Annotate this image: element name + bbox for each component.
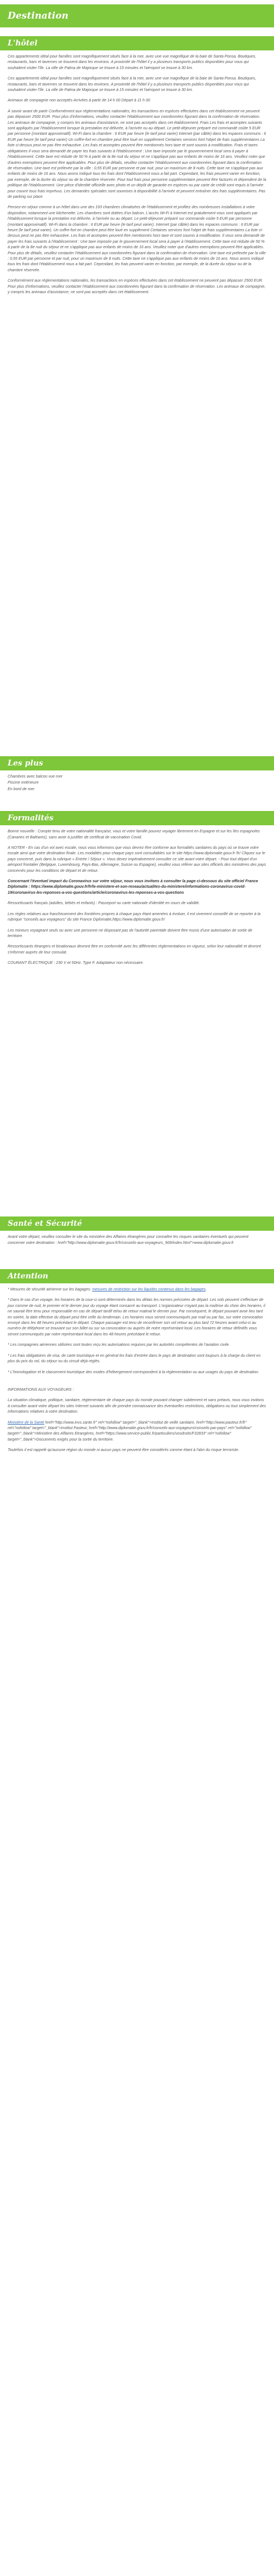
attention-paragraph: * Les compagnies aériennes utilisées sont toutes reçu les autorisations requises par les autorités compétentes de l'aviation civile.: [8, 1343, 230, 1347]
electric-current-info: COURANT ÉLECTRIQUE : 230 V et 50Hz. Type F. Adaptateur non nécessaire.: [8, 961, 144, 966]
section-header-formalites: [0, 811, 274, 825]
section-title-hotel: L'hôtel: [8, 39, 38, 48]
list-item: En bord de mer: [8, 786, 35, 791]
sante-text: [0, 1231, 274, 1253]
section-header-hotel: [0, 36, 274, 50]
hotel-paragraph: Pensez-en séjour comme à un hôtel dans une des 193 chambres climatisées de l'établissement et profitez des nombreuses installations à votre disposition, notamment une kitchenette. Les chambres sont dotées d'un balcon. L'accès Wi-Fi à Internet est gratuitement vous sont appliqués par l'établissement lorsque la prestation est délivrée, à l'arrivée ou au départ. Le petit-déjeuner préparé sur commande coûte 5 EUR par personne (montant approximatif). Wi-Fi dans la chambre : 6 EUR par heure (le tarif peut varier). Internet (par câble) dans les espaces communs : 6 EUR par heure (le tarif peut varier). Un coffre-fort en chambre peut être loué en supplément Certaines services font l'objet de frais supplémentaires La liste ci-dessus peut ne pas être exhaustive. Les frais et acomptes peuvent être mentionnés hors taxe et sont soumis à modification. Il vous sera demandé de payer les frais suivants à l'établissement : Une taxe imposée par le gouvernement local sera à payer à l'établissement. Cette taxe est réduite de 50 % à partir de la 8e nuit du séjour et ne s'applique pas aux enfants de moins de 16 ans. Veuillez noter que d'autres exemptions peuvent être applicables. Pour plus de détails, veuillez contacter l'établissement aux coordonnées figurant dans la confirmation de réservation. Une taxe est prélevée par la ville : 0,55 EUR par personne et par nuit, pour un maximum de 8 nuits. Cette taxe ne s'applique pas aux enfants de moins de 16 ans. Nous avons indiqué tous les frais dont l'établissement nous a fait part. Cependant, les frais peuvent varier en fonction, par exemple, de la durée du séjour ou de la chambre réservée.: [8, 205, 266, 272]
formalites-paragraph: Ressortissants français (adultes, bébés et enfants) : Passeport ou carte nationale d'identité en cours de validité.: [8, 901, 200, 906]
hotel-paragraph: Animaux de compagnie non acceptés Arrivées à partir de 14 h 00 Départ à 11 h 00: [8, 98, 150, 103]
formalites-paragraph: Les règles relatives aux franchissement des frontières propres à chaque pays étant amenées à évoluer, il est vivement conseillé de se reporter à la rubrique "conseils aux voyageurs" du site France Diplomatie,https://www.diplomatie.gouv.fr/: [8, 911, 261, 922]
section-title-attention: Attention: [8, 1272, 48, 1281]
attention-lead: * Mesures de sécurité aérienne sur les bagages:: [8, 1287, 93, 1292]
section-title-formalites: Formalités: [8, 814, 54, 823]
formalites-paragraph: A NOTER - En cas d'un vol avec escale, nous vous informons que vous devrez être conforme aux formalités sanitaires du pays où se trouve votre escale ainsi que votre destination finale. Les modalités pour chaque pays sont consultables sur le site https://www.diplomatie.gouv.fr /fr/ Cliquez sur le pays concerné, puis dans la rubrique « Entrée / Séjour ». Vous devez impérativement consulter ce site avant votre départ. - Pour tout départ d'un aéroport frontalier (Belgique, Luxembourg, Pays-Bas, Allemagne, Suisse ou Espagne), veuillez vous référer aux sites officiels des ministères des pays concernés pour les conditions de départ et de retour.: [8, 846, 266, 873]
attention-paragraph: La situation climatique, politique, sanitaire, réglementaire de chaque pays du monde pouvant changer subitement et sans préavis, nous vous invitons à consulter avant votre départ les sites Internet suivants afin de prendre connaissance des éventuelles restrictions, obligations ou tout simplement des informations relatives à votre destination.: [8, 1398, 266, 1414]
attention-paragraph: [8, 1420, 266, 1443]
attention-paragraph: * L'homologation et le classement touristique des modes d'hébergement correspondent à la réglementation ou aux usages du pays de destination.: [8, 1369, 259, 1374]
section-header-attention: [0, 1269, 274, 1283]
section-header-sante: [0, 1216, 274, 1231]
coronavirus-notice: Concernant l'éventuel impact du Coronavirus sur votre séjour, nous vous invitons à consulter la page ci-dessous du site officiel France Diplomatie : https://www.diplomatie.gouv.fr/fr/le-ministere-et-son-reseau/actualites-du-ministere/informations-coronavirus-covid-19/coronavirus-les-reponses-a-vos-questions/article/coronavirus-les-reponses-a-vos-questions: [8, 879, 258, 895]
liquids-restriction-link[interactable]: mesures de restriction sur les liquides contenus dans les bagages: [92, 1287, 206, 1292]
attention-paragraph: * Les frais obligatoires de visa, de carte touristique et en général les frais d'entrée dans le pays de destination sont toujours à la charge du client en plus du prix du vol, du séjour ou du circuit déjà réglés.: [8, 1353, 261, 1364]
hotel-paragraph: Ces appartements idéal pour familles sont magnifiquement situés face à la mer, avec une vue magnifique de la baie de Santa Ponsa. Boutiques, restaurants, bars et tavernes se trouvent dans les environs. A proximité de l'hôtel il y a plusieurs transports publics disponibles pour vous qui souhaitent visiter l'île. La ville de Palma de Majorque se trouve à 15 minutes et l'aéroport se trouve à 30 km.: [8, 54, 256, 70]
attention-paragraph: [8, 1287, 266, 1292]
section-header-plus: [0, 756, 274, 770]
hotel-paragraph: Conformément aux réglementations nationales, les transactions en espèces effectuées dans cet établissement ne peuvent pas dépasser 2500 EUR. Pour plus d'informations, veuillez contacter l'établissement aux coordonnées figurant dans la confirmation de réservation. Les animaux de compagnie, y compris les animaux d'assistance, ne sont pas acceptés dans cet établissement.: [8, 278, 266, 295]
formalites-text: [0, 825, 274, 1208]
list-item: Chambres avec balcon vue mer: [8, 774, 63, 779]
hotel-paragraph: Ces appartements idéal pour familles sont magnifiquement situés face à la mer, avec une vue magnifique de la baie de Santa Ponsa. Boutiques, restaurants, bars et tavernes se trouvent dans les environs. A proximité de l'hôtel il y a plusieurs transports publics disponibles pour vous qui souhaitent visiter l'île. La ville de Palma de Majorque se trouve à 15 minutes et l'aéroport se trouve à 30 km.: [8, 76, 256, 93]
formalites-paragraph: Les mineurs voyageant seuls ou avec une personne ne disposant pas de l'autorité parentale doivent être munis d'une autorisation de sortie de territoire.: [8, 928, 253, 938]
links-text: href="http://www.invs.sante.fr" rel="nofollow" target="_blank">Institut de veille sanitaire, href="http://www.pasteur.fr/fr" rel="nofollow" target="_blank">Institut Pasteur, href="http://www.diplomatie.gouv.fr/fr/conseils-aux-voyageurs/conseils-par-pays" rel="nofollow" target="_blank">Ministère des Affaires Etrangères, href="https://www.service-public.fr/particuliers/vosdroits/F32833" rel="nofollow" target="_blank">Documents exigés pour la sortie du territoire.: [8, 1420, 252, 1442]
info-voyageurs-label: INFORMATIONS AUX VOYAGEURS :: [8, 1387, 74, 1392]
attention-text: [0, 1283, 274, 1896]
attention-tail: .: [206, 1287, 207, 1292]
attention-paragraph: * Dans le cas d'un voyage, les horaires de la cour-ci sont déterminés dans les délais les normes précisées de départ. Les vols peuvent s'effectuer de jour comme de nuit, le premier et le dernier jour du voyage étant consacré au transport. L'organisateur n'ayant pas la maîtrise du choix des horaires, il ne saurait être tenu pour responsable en cas de départ tardif et/ou de retour matinal le dernier jour. Par conséquent, le départ pouvant avoir lieu tard en soirée, la date effective du départ peut être celle du lendemain. Les horaires vous seront communiqués par mail ou par fax, sur votre convocation envoyé dans les 48 heures précédant le départ. Chaque passager est tenu de reconfirmer son vol retour au plus tard 72 heures avant celui-ci au numéro de téléphone se trouvant sur son billet ou sur sa convocation ou auprès de notre représentant local. Les horaires de retour définitifs vous seront communiqués par notre représentant local dans les 48 heures précédant le retour.: [8, 1298, 265, 1336]
attention-paragraph: Toutefois il est rappelé qu'aucune région du monde ni aucun pays ne peuvent être considérés comme étant à l'abri du risque terroriste.: [8, 1448, 239, 1453]
section-title-sante: Santé et Sécurité: [8, 1219, 82, 1229]
page-title: Destination: [8, 10, 68, 21]
hotel-paragraph: À savoir avant de partir Conformément aux réglementations nationales, les transactions en espèces effectuées dans cet établissement ne peuvent pas dépasser 2500 EUR. Pour plus d'informations, veuillez contacter l'établissement aux coordonnées figurant dans la confirmation de réservation. Les animaux de compagnie, y compris les animaux d'assistance, ne sont pas acceptés dans cet établissement. Frais Les frais et acomptes suivants sont appliqués par l'établissement lorsque la prestation est délivrée, à l'arrivée ou au départ. Le petit-déjeuner préparé est commandé coûte 5 EUR par personne (montant approximatif). Wi-Fi dans la chambre : 6 EUR par heure (le tarif peut varier) Internet (par câble) dans les espaces communs : 6 EUR par heure (le tarif peut varier) Un coffre-fort en chambre peut être loué en supplément Certaines services font l'objet de frais supplémentaires La liste ci-dessus peut ne pas être exhaustive. Les frais et acomptes peuvent être mentionnés hors taxe et sont soumis à modification. Frais et taxes obligatoires Il vous sera demandé de payer les frais suivants à l'établissement : Une taxe imposée par le gouvernement local sera à payer à l'établissement. Cette taxe est réduite de 50 % à partir de la 8e nuit du séjour et ne s'applique pas aux enfants de moins de 16 ans. Veuillez noter que d'autres exemptions peuvent être applicables. Pour plus de détails, veuillez contacter l'établissement aux coordonnées figurant dans la confirmation de réservation. Une taxe est prélevée par la ville : 0,55 EUR par personne et par nuit, pour un maximum de 8 nuits. Cette taxe ne s'applique pas aux enfants de moins de 16 ans. Nous avons indiqué tous les frais dont l'établissement nous a fait part. Cependant, les frais peuvent varier en fonction, par exemple, de la durée du séjour ou de la chambre réservée. Pour tout frais pour personne supplémentaire peuvent être facturés et dépendent de la politique de l'établissement. Une pièce d'identité officielle avec photo et un dépôt de garantie en espèces ou par carte de crédit sont requis à l'arrivée pour couvrir tous frais imprévus. Les demandes spéciales sont soumises à disponibilité à l'arrivée et peuvent entraîner des frais supplémentaires. Pas de parking sur place: [8, 108, 266, 199]
section-title-plus: Les plus: [8, 759, 43, 768]
ministere-sante-link[interactable]: Ministère de la Santé: [8, 1420, 44, 1425]
list-item: Piscine extérieure: [8, 780, 39, 785]
sante-paragraph: Avant votre départ, veuillez consulter le site du ministère des Affaires étrangères pour connaître les risques sanitaires éventuels qui peuvent concerner votre destination : href="http://www.diplomatie.gouv.fr/fr/conseils-aux-voyageurs_909/index.html">www.diplomatie.gouv.fr: [8, 1235, 249, 1245]
destination-banner: [0, 4, 274, 27]
formalites-paragraph: Ressortissants étrangers et binationaux devront être en conformité avec les différentes réglementations en vigueur, selon leur nationalité et devront s'informer auprès de leur consulat.: [8, 944, 261, 955]
hotel-description: [0, 50, 274, 747]
formalites-paragraph: Bonne nouvelle : Compte tenu de votre nationalité française, vous et votre famille pouvez voyager librement en Espagne et sur les îles espagnoles (Canaries et Baléares), sans avoir à justifier de certificat de vaccination Covid.: [8, 829, 260, 839]
plus-list: [0, 770, 274, 795]
